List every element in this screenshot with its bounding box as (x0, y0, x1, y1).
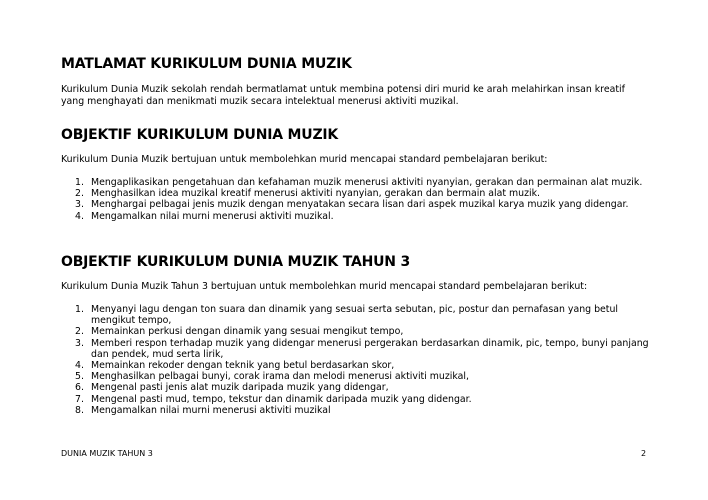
list-item: 1. Menyanyi lagu dengan ton suara dan dinamik yang sesuai serta sebutan, pic, postur dan pernafasan yang betul mengikut tempo, (75, 304, 619, 327)
list-item: 4. Mengamalkan nilai murni menerusi aktiviti muzikal. (75, 210, 334, 222)
matlamat-paragraph: Kurikulum Dunia Muzik sekolah rendah bermatlamat untuk membina potensi diri murid ke arah melahirkan insan kreatif yang menghayati dan menikmati muzik secara intelektual menerusi aktiviti muzikal. (61, 84, 625, 108)
list-item: 3. Menghargai pelbagai jenis muzik dengan menyatakan secara lisan dari aspek muzikal karya muzik yang didengar. (75, 199, 629, 211)
objektif-list (61, 177, 651, 222)
footer-title: DUNIA MUZIK TAHUN 3 (61, 449, 153, 458)
list-item: 6. Mengenal pasti jenis alat muzik daripada muzik yang didengar, (75, 382, 389, 394)
heading-objektif-tahun3: OBJEKTIF KURIKULUM DUNIA MUZIK TAHUN 3 (61, 254, 411, 270)
objektif-tahun3-intro: Kurikulum Dunia Muzik Tahun 3 bertujuan untuk membolehkan murid mencapai standard pembelajaran berikut: (61, 281, 588, 292)
list-item: 5. Menghasilkan pelbagai bunyi, corak irama dan melodi menerusi aktiviti muzikal, (75, 371, 469, 383)
list-item: 8. Mengamalkan nilai murni menerusi aktiviti muzikal (75, 404, 331, 416)
list-item: 2. Memainkan perkusi dengan dinamik yang sesuai mengikut tempo, (75, 326, 404, 338)
objektif-intro: Kurikulum Dunia Muzik bertujuan untuk membolehkan murid mencapai standard pembelajaran berikut: (61, 154, 548, 165)
list-item: 2. Menghasilkan idea muzikal kreatif menerusi aktiviti nyanyian, gerakan dan bermain alat muzik. (75, 188, 541, 200)
page-number: 2 (641, 449, 647, 458)
list-item: 1. Mengaplikasikan pengetahuan dan kefahaman muzik menerusi aktiviti nyanyian, gerakan dan permainan alat muzik. (75, 177, 643, 188)
list-item: 7. Mengenal pasti mud, tempo, tekstur dan dinamik daripada muzik yang didengar. (75, 393, 472, 405)
list-item: 4. Memainkan rekoder dengan teknik yang betul berdasarkan skor, (75, 360, 395, 372)
heading-matlamat: MATLAMAT KURIKULUM DUNIA MUZIK (61, 56, 352, 72)
list-item: 3. Memberi respon terhadap muzik yang didengar menerusi pergerakan berdasarkan dinamik, pic, tempo, bunyi panjang dan pendek, mud serta lirik, (75, 337, 649, 360)
heading-objektif: OBJEKTIF KURIKULUM DUNIA MUZIK (61, 127, 339, 143)
objektif-tahun3-list (61, 304, 651, 416)
